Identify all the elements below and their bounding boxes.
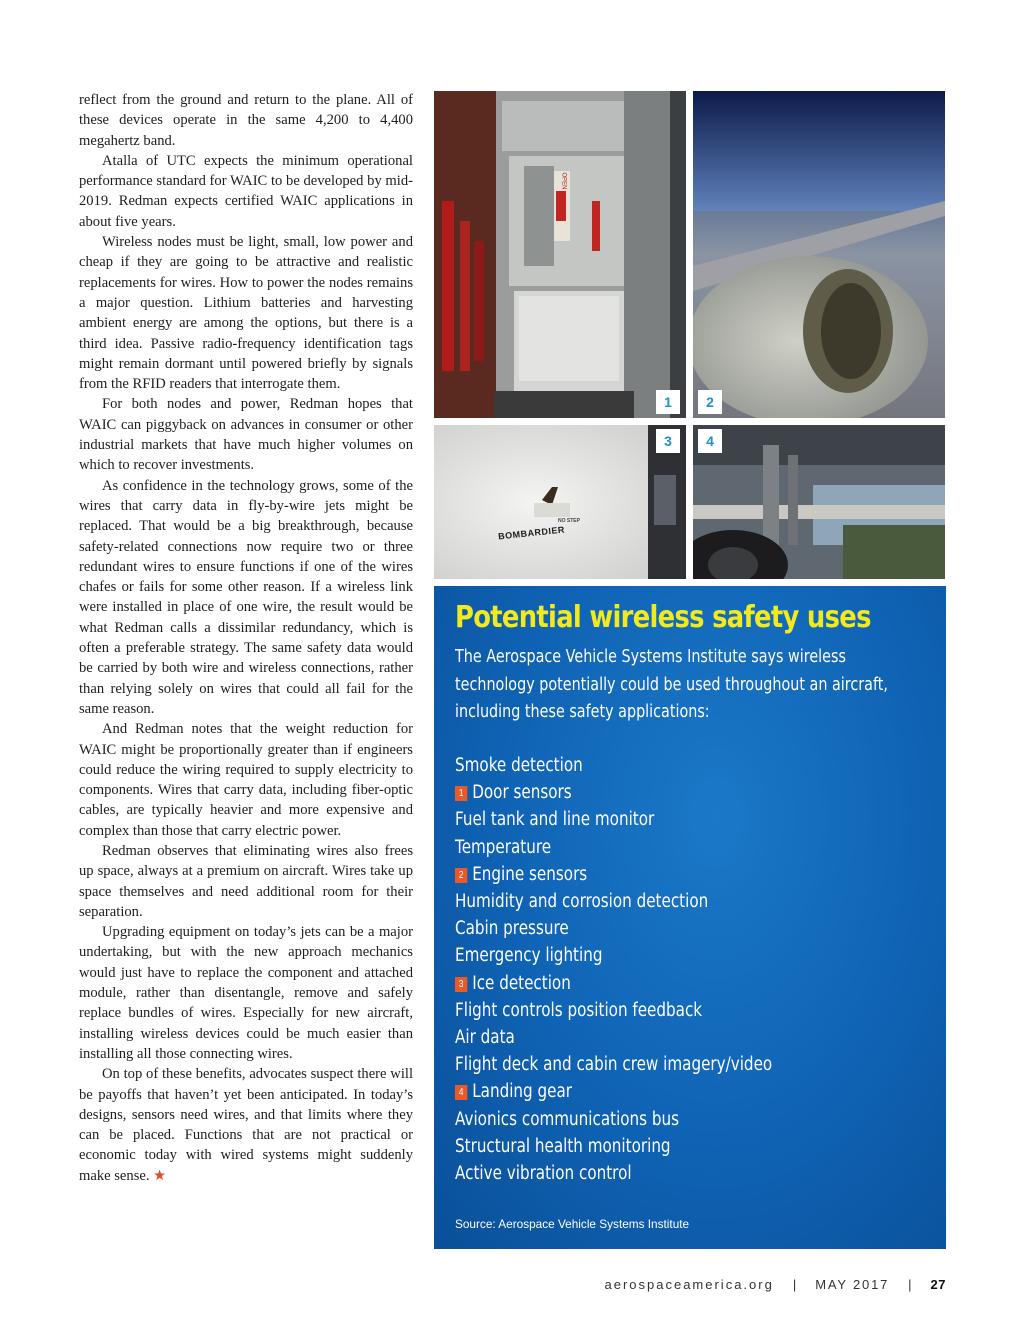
photo-badge-1: 1: [656, 390, 680, 414]
photo-badge-4: 4: [698, 429, 722, 453]
article-paragraph: [79, 1064, 413, 1186]
use-label: Emergency lighting: [455, 945, 603, 967]
ice-detector-photo: [434, 425, 686, 579]
list-item: [455, 752, 914, 779]
footer-date: MAY 2017: [815, 1277, 890, 1292]
article-paragraph: Upgrading equipment on today’s jets can be a major undertaking, but with the new approach mechanics would just have to replace the component and attached module, rather than disentangle, remove and safely replace bundles of wires. Especially for new aircraft, installing wireless devices could be much easier than installing all those connecting wires.: [79, 924, 413, 1062]
article-last-paragraph-text: On top of these benefits, advocates suspect there will be payoffs that haven’t yet been anticipated. In today’s designs, sensors need wires, and that limits where they can be placed. Functions that are not practical or economic today with wired systems might suddenly make sense.: [79, 1066, 413, 1184]
list-item: [455, 806, 914, 833]
panel-intro: The Aerospace Vehicle Systems Institute says wireless technology potentially could be used throughout an aircraft, including these safety applications:: [455, 647, 888, 722]
use-label: Ice detection: [472, 972, 571, 994]
list-item: [455, 861, 914, 888]
list-item: [455, 779, 914, 806]
photo-badge-3: 3: [656, 429, 680, 453]
list-item: [455, 970, 914, 997]
list-item: [455, 997, 914, 1024]
footer-site-link[interactable]: aerospaceamerica.org: [604, 1277, 774, 1292]
page-footer: [604, 1277, 946, 1292]
list-item: [455, 1078, 914, 1105]
list-item: [455, 1051, 914, 1078]
number-badge: 3: [455, 977, 467, 992]
number-badge: 4: [455, 1085, 467, 1100]
list-item: [455, 834, 914, 861]
use-label: Flight deck and cabin crew imagery/video: [455, 1054, 773, 1076]
end-mark-star-icon: ★: [153, 1167, 167, 1184]
use-label: Door sensors: [472, 782, 572, 804]
use-label: Cabin pressure: [455, 918, 569, 940]
list-item: [455, 1024, 914, 1051]
article-paragraph: Atalla of UTC expects the minimum operational performance standard for WAIC to be developed by mid-2019. Redman expects certified WAIC applications in about five years.: [79, 152, 413, 230]
page-number: 27: [930, 1277, 946, 1292]
article-column: [79, 90, 413, 1186]
article-paragraph: Redman observes that eliminating wires also frees up space, always at a premium on aircraft. Wires take up space themselves and need additional room for their separation.: [79, 842, 413, 920]
source-credit: Source: Aerospace Vehicle Systems Institute: [455, 1217, 690, 1231]
engine-photo: [693, 91, 945, 418]
use-label: Smoke detection: [455, 755, 583, 776]
article-paragraph: And Redman notes that the weight reduction for WAIC might be proportionally greater than if engineers could reduce the wiring required to supply electricity to components. Wires that carry data, including fiber-optic cables, are typically heavier and more expensive and complex than those that carry electric power.: [79, 721, 413, 839]
use-label: Engine sensors: [472, 863, 588, 885]
door-sign-label: OPEN: [560, 172, 567, 190]
landing-gear-photo: [693, 425, 945, 579]
use-label: Air data: [455, 1027, 515, 1049]
list-item: [455, 1106, 914, 1133]
article-paragraph: For both nodes and power, Redman hopes that WAIC can piggyback on advances in consumer or other industrial markets that have much higher volumes on which to recover investments.: [79, 396, 413, 474]
number-badge: 2: [455, 868, 467, 883]
use-label: Active vibration control: [455, 1163, 632, 1185]
safety-uses-list: [455, 752, 914, 1187]
number-badge: 1: [455, 786, 467, 801]
footer-separator: |: [792, 1277, 797, 1292]
use-label: Structural health monitoring: [455, 1135, 671, 1157]
no-step-label: NO STEP: [558, 518, 580, 524]
door-photo: [434, 91, 686, 418]
use-label: Humidity and corrosion detection: [455, 891, 709, 913]
use-label: Temperature: [455, 836, 552, 858]
article-paragraph: Wireless nodes must be light, small, low power and cheap if they are going to be attractive and realistic replacements for wires. How to power the nodes remains a major question. Lithium batteries and harvesting ambient energy are among the options, but there is a third idea. Passive radio-frequency identification tags might remain dormant until powered briefly by signals from the RFID readers that interrogate them.: [79, 234, 413, 393]
use-label: Fuel tank and line monitor: [455, 809, 655, 831]
article-paragraph: reflect from the ground and return to the plane. All of these devices operate in the same 4,200 to 4,400 megahertz band.: [79, 92, 413, 149]
list-item: [455, 888, 914, 915]
safety-uses-panel: [434, 586, 946, 1249]
photo-badge-2: 2: [698, 390, 722, 414]
panel-title: Potential wireless safety uses: [455, 600, 871, 635]
list-item: [455, 942, 914, 969]
use-label: Landing gear: [472, 1081, 572, 1103]
article-paragraph: As confidence in the technology grows, some of the wires that carry data in fly-by-wire jets might be replaced. That would be a big breakthrough, because safety-related connections now require two or three redundant wires to ensure functions if one of the wires chafes or fails for some other reason. If a wireless link were installed in place of one wire, the result would be what Redman calls a dissimilar redundancy, which is often a preferable strategy. The same safety data would be carried by both wire and wireless connections, rather than relying solely on wires that could all fail for the same reason.: [79, 477, 413, 717]
use-label: Flight controls position feedback: [455, 999, 703, 1021]
footer-separator: |: [908, 1277, 912, 1292]
use-label: Avionics communications bus: [455, 1108, 680, 1130]
list-item: [455, 915, 914, 942]
list-item: [455, 1160, 914, 1187]
list-item: [455, 1133, 914, 1160]
bombardier-logo: BOMBARDIER: [497, 524, 566, 542]
